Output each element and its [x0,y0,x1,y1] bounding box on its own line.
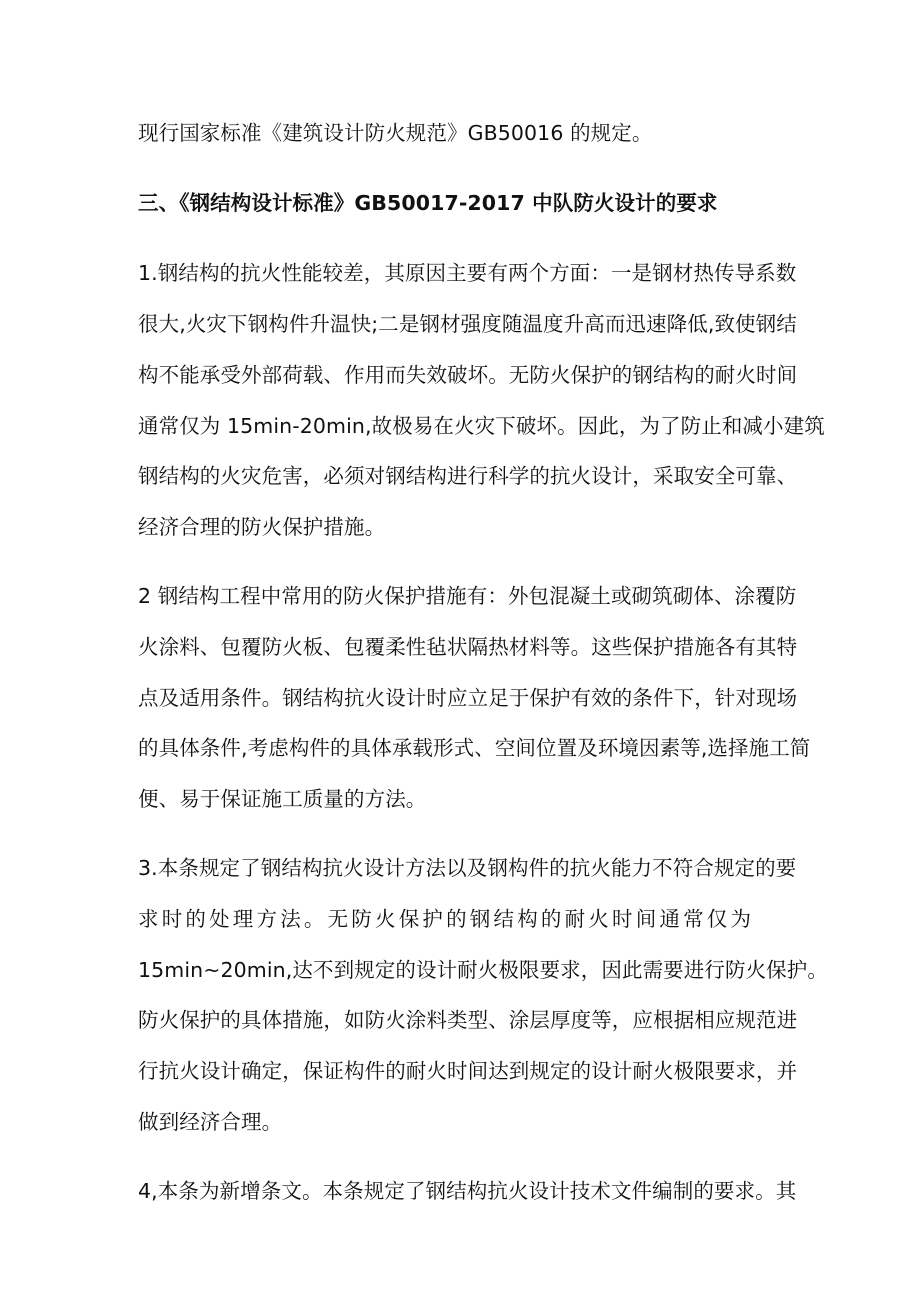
paragraph-line: 的具体条件,考虑构件的具体承载形式、空间位置及环境因素等,选择施工简 [138,736,811,760]
paragraph-line: 2 钢结构工程中常用的防火保护措施有：外包混凝土或砌筑砌体、涂覆防 [138,584,797,608]
paragraph-line: 4,本条为新增条文。本条规定了钢结构抗火设计技术文件编制的要求。其 [138,1179,797,1203]
paragraph-line: 通常仅为 15min-20min,故极易在火灾下破坏。因此，为了防止和减小建筑 [138,414,825,438]
paragraph-line: 15min~20min,达不到规定的设计耐火极限要求，因此需要进行防火保护。 [138,958,828,982]
paragraph-line: 火涂料、包覆防火板、包覆柔性毡状隔热材料等。这些保护措施各有其特 [138,635,798,659]
paragraph-line: 构不能承受外部荷载、作用而失效破坏。无防火保护的钢结构的耐火时间 [138,363,798,387]
paragraph-line: 经济合理的防火保护措施。 [138,515,386,539]
paragraph-line: 现行国家标准《建筑设计防火规范》GB50016 的规定。 [138,121,653,145]
paragraph-line: 1.钢结构的抗火性能较差，其原因主要有两个方面：一是钢材热传导系数 [138,261,797,285]
section-heading: 三、《钢结构设计标准》GB50017-2017 中队防火设计的要求 [138,191,718,215]
paragraph-line: 钢结构的火灾危害，必须对钢结构进行科学的抗火设计，采取安全可靠、 [138,464,798,488]
paragraph-line: 求时的处理方法。无防火保护的钢结构的耐火时间通常仅为 [138,907,755,931]
paragraph-line: 做到经济合理。 [138,1110,283,1134]
paragraph-line: 3.本条规定了钢结构抗火设计方法以及钢构件的抗火能力不符合规定的要 [138,856,797,880]
paragraph-line: 便、易于保证施工质量的方法。 [138,787,427,811]
paragraph-line: 很大,火灾下钢构件升温快;二是钢材强度随温度升高而迅速降低,致使钢结 [138,312,797,336]
paragraph-line: 行抗火设计确定，保证构件的耐火时间达到规定的设计耐火极限要求，并 [138,1059,798,1083]
paragraph-line: 点及适用条件。钢结构抗火设计时应立足于保护有效的条件下，针对现场 [138,686,798,710]
paragraph-line: 防火保护的具体措施，如防火涂料类型、涂层厚度等，应根据相应规范进 [138,1008,798,1032]
